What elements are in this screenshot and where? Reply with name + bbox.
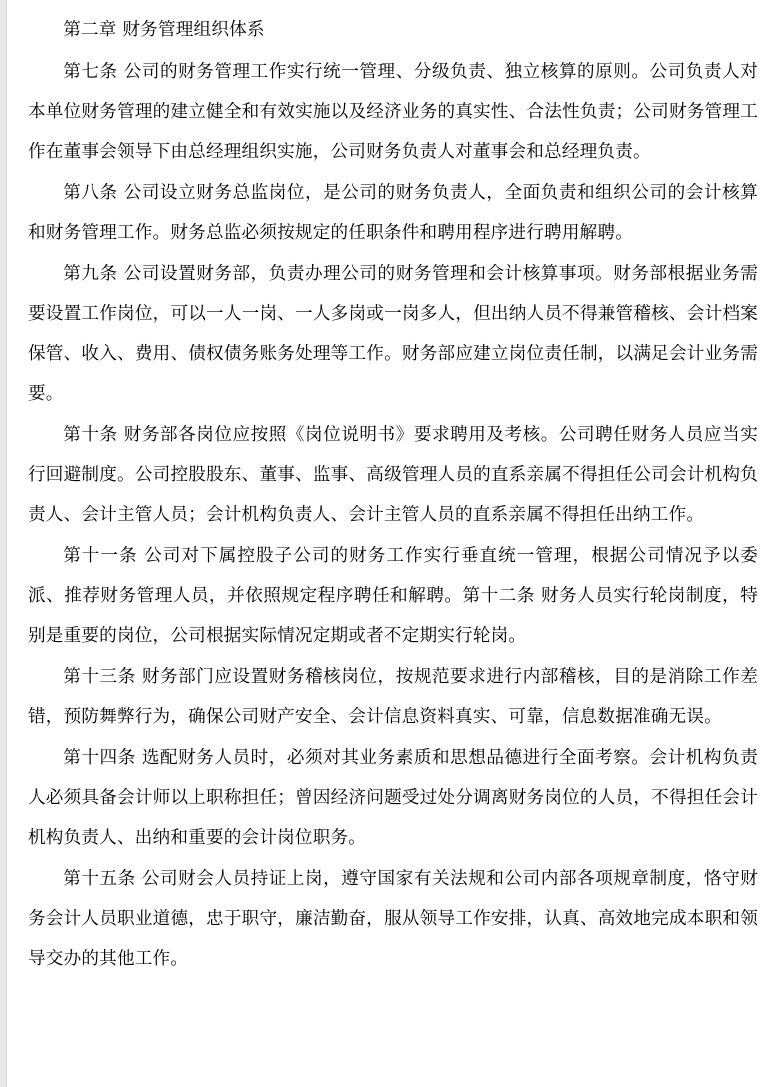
article-paragraph-7: 第七条 公司的财务管理工作实行统一管理、分级负责、独立核算的原则。公司负责人对本单位财务管理的建立健全和有效实施以及经济业务的真实性、合法性负责；公司财务管理工作在董事会领导下由总经理组织实施，公司财务负责人对董事会和总经理负责。	[28, 62, 758, 162]
article-paragraph-10: 第十条 财务部各岗位应按照《岗位说明书》要求聘用及考核。公司聘任财务人员应当实行回避制度。公司控股股东、董事、监事、高级管理人员的直系亲属不得担任公司会计机构负责人、会计主管人员；会计机构负责人、会计主管人员的直系亲属不得担任出纳工作。	[28, 425, 758, 525]
article-paragraph-13: 第十三条 财务部门应设置财务稽核岗位，按规范要求进行内部稽核，目的是消除工作差错，预防舞弊行为，确保公司财产安全、会计信息资料真实、可靠，信息数据准确无误。	[28, 667, 758, 727]
document-body	[28, 10, 758, 979]
page-left-margin-rule	[0, 0, 7, 1087]
chapter-heading: 第二章 财务管理组织体系	[63, 20, 265, 40]
article-paragraph-11: 第十一条 公司对下属控股子公司的财务工作实行垂直统一管理，根据公司情况予以委派、推荐财务管理人员，并依照规定程序聘任和解聘。第十二条 财务人员实行轮岗制度，特别是重要的岗位，公司根据实际情况定期或者不定期实行轮岗。	[28, 546, 758, 646]
article-paragraph-9: 第九条 公司设置财务部，负责办理公司的财务管理和会计核算事项。财务部根据业务需要设置工作岗位，可以一人一岗、一人多岗或一岗多人，但出纳人员不得兼管稽核、会计档案保管、收入、费用、债权债务账务处理等工作。财务部应建立岗位责任制，以满足会计业务需要。	[28, 264, 758, 404]
article-paragraph-8: 第八条 公司设立财务总监岗位，是公司的财务负责人，全面负责和组织公司的会计核算和财务管理工作。财务总监必须按规定的任职条件和聘用程序进行聘用解聘。	[28, 183, 758, 243]
article-paragraph-14: 第十四条 选配财务人员时，必须对其业务素质和思想品德进行全面考察。会计机构负责人必须具备会计师以上职称担任；曾因经济问题受过处分调离财务岗位的人员，不得担任会计机构负责人、出纳和重要的会计岗位职务。	[28, 748, 758, 848]
article-paragraph-15: 第十五条 公司财会人员持证上岗，遵守国家有关法规和公司内部各项规章制度，恪守财务会计人员职业道德，忠于职守，廉洁勤奋，服从领导工作安排，认真、高效地完成本职和领导交办的其他工作。	[28, 869, 758, 969]
